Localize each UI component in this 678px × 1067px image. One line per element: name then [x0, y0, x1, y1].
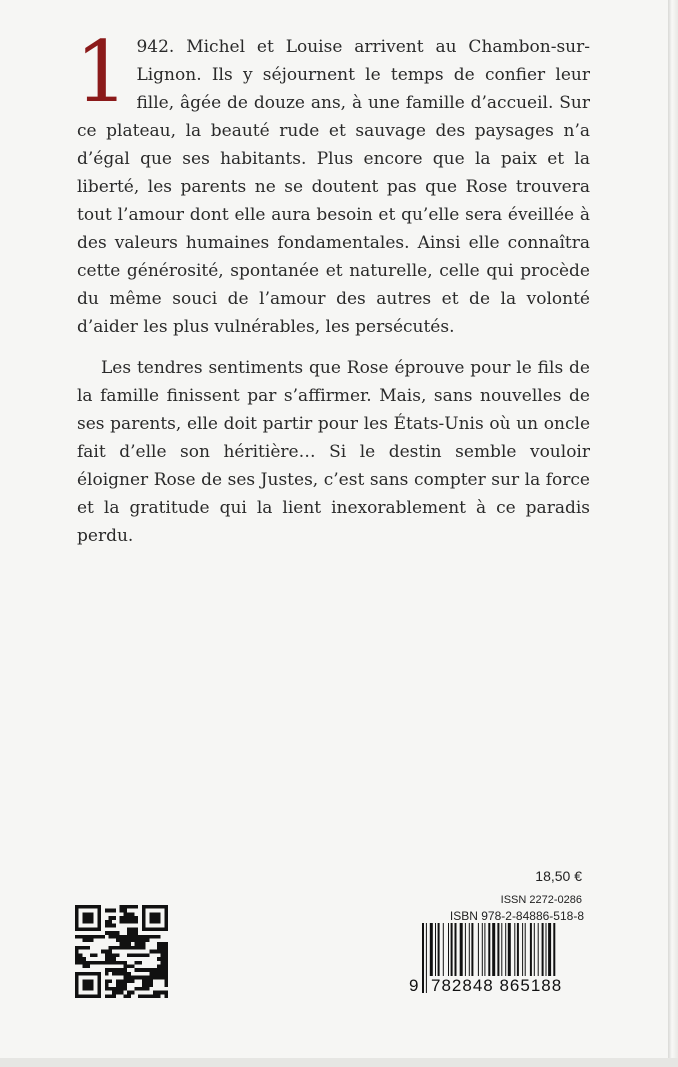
price: 18,50 € — [535, 868, 582, 884]
barcode-number: 782848 865188 — [431, 976, 563, 995]
isbn: ISBN 978-2-84886-518-8 — [449, 909, 584, 923]
barcode-first-digit: 9 — [409, 976, 420, 995]
blurb-paragraph-1 — [75, 23, 590, 341]
blurb-paragraph-2: Les tendres sentiments que Rose éprouve pour le fils de la famille finissent par s’affirmer. Mais, sans nouvelles de ses parents, elle doit partir pour les États-Unis où un oncle fait d’elle son héritière… Si le destin semble vouloir éloigner Rose de ses Justes, c’est sans compter sur la force et la gratitude qui la lient inexorablement à ce paradis perdu. — [77, 358, 590, 546]
barcode-digits — [409, 976, 589, 998]
qr-code — [75, 905, 168, 998]
drop-cap: 1 — [75, 23, 129, 121]
cover-bottom-edge — [0, 1058, 678, 1067]
issn: ISSN 2272-0286 — [500, 894, 582, 906]
blurb-paragraph-1-text: 942. Michel et Louise arrivent au Chambon-sur-Lignon. Ils y séjournent le temps de confier leur fille, âgée de douze ans, à une famille d’accueil. Sur ce plateau, la beauté rude et sauvage des paysages n’a d’égal que ses habitants. Plus encore que la paix et la liberté, les parents ne se doutent pas que Rose trouvera tout l’amour dont elle aura besoin et qu’elle sera éveillée à des valeurs humaines fondamentales. Ainsi elle connaîtra cette générosité, spontanée et naturelle, celle qui procède du même souci de l’amour des autres et de la volonté d’aider les plus vulnérables, les persécutés. — [77, 37, 590, 337]
cover-edge — [668, 0, 678, 1067]
blurb-text — [75, 23, 590, 550]
